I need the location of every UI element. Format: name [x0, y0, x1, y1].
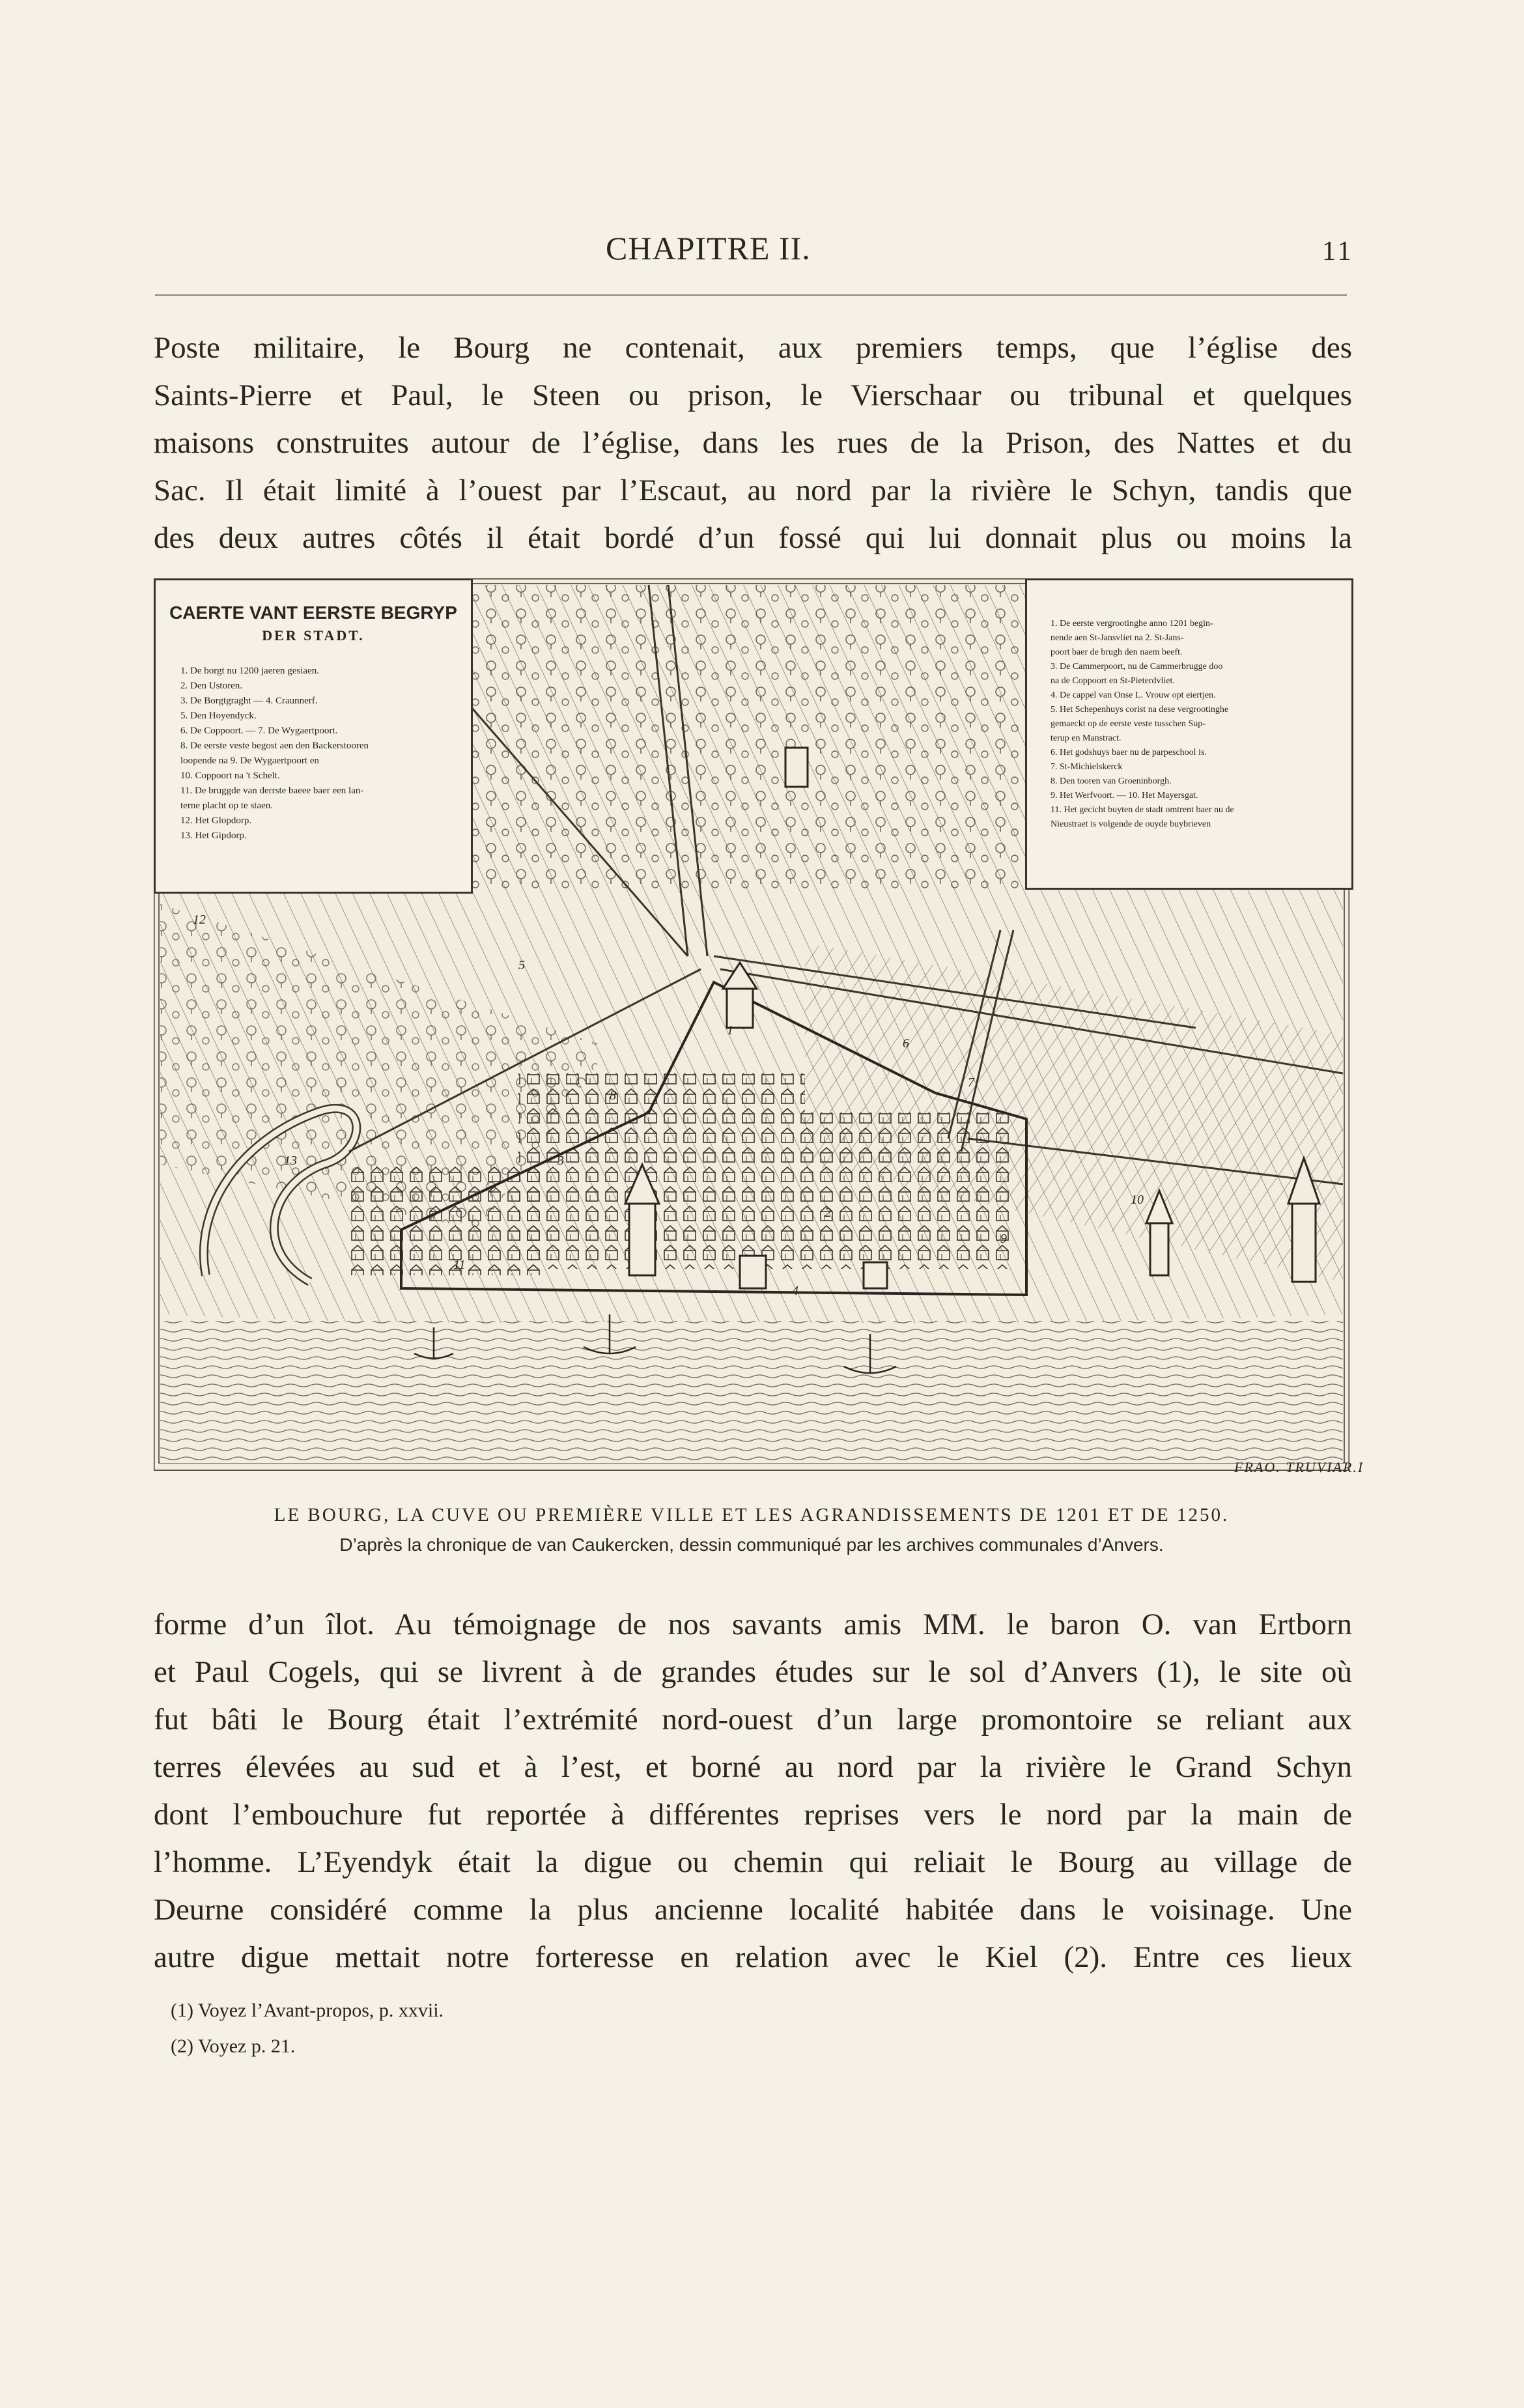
- footnote: (2) Voyez p. 21.: [171, 2035, 296, 2057]
- legend-item: nende aen St-Jansvliet na 2. St-Jans-: [1051, 633, 1184, 643]
- map-number: 6: [903, 1036, 909, 1051]
- legend-item: 5. Den Hoyendyck.: [180, 711, 257, 721]
- text-line: Sac. Il était limité à l’ouest par l’Escaut, au nord par la rivière le Schyn, tandis que: [154, 474, 1352, 507]
- legend-item: 12. Het Glopdorp.: [180, 815, 252, 826]
- legend-item: Nieustraet is volgende de ouyde buybrieven: [1051, 819, 1211, 829]
- legend-item: terne placht op te staen.: [180, 800, 274, 811]
- text-line: terres élevées au sud et à l’est, et borné au nord par la rivière le Grand Schyn: [154, 1750, 1352, 1784]
- legend-item: 9. Het Werfvoort. — 10. Het Mayersgat.: [1051, 791, 1198, 800]
- map-number: 8: [610, 1088, 616, 1103]
- text-line: Saints-Pierre et Paul, le Steen ou prison, le Vierschaar ou tribunal et quelques: [154, 378, 1352, 412]
- footnote: (1) Voyez l’Avant-propos, p. xxvii.: [171, 2000, 444, 2021]
- map-number: 10: [1131, 1193, 1144, 1207]
- text-line: Poste militaire, le Bourg ne contenait, aux premiers temps, que l’église des: [154, 331, 1352, 365]
- legend-item: loopende na 9. De Wygaertpoort en: [180, 756, 319, 766]
- legend-item: 8. De eerste veste begost aen den Backerstooren: [180, 741, 369, 751]
- text-line: des deux autres côtés il était bordé d’un fossé qui lui donnait plus ou moins la: [154, 521, 1352, 555]
- text-line: l’homme. L’Eyendyk était la digue ou chemin qui reliait le Bourg au village de: [154, 1845, 1352, 1879]
- legend-item: 3. De Cammerpoort, nu de Cammerbrugge doo: [1051, 662, 1223, 672]
- legend-item: 7. St-Michielskerck: [1051, 762, 1123, 772]
- page-number: 11: [1322, 236, 1354, 266]
- map-number: 1: [727, 1023, 733, 1038]
- legend-item: poort baer de brugh den naem beeft.: [1051, 647, 1183, 657]
- legend-item: 13. Het Gipdorp.: [180, 830, 247, 841]
- map-number: 7: [968, 1075, 974, 1090]
- legend-item: 6. De Coppoort. — 7. De Wygaertpoort.: [180, 726, 338, 736]
- text-line: forme d’un îlot. Au témoignage de nos savants amis MM. le baron O. van Ertborn: [154, 1608, 1352, 1641]
- map-legend-right: [1025, 578, 1353, 890]
- legend-item: 1. De borgt nu 1200 jaeren gesiaen.: [180, 666, 319, 676]
- legend-item: 6. Het godshuys baer nu de parpeschool is.: [1051, 748, 1207, 758]
- paragraph-top: [154, 324, 1352, 562]
- map-number: 9: [1000, 1232, 1007, 1246]
- map-number: 2: [825, 1206, 831, 1220]
- paragraph-bottom: [154, 1601, 1352, 1981]
- map-number: 3: [557, 1154, 564, 1168]
- engraver-signature: FRAO. TRUVIAR.I: [1234, 1459, 1364, 1475]
- text-line: Deurne considéré comme la plus ancienne localité habitée dans le voisinage. Une: [154, 1893, 1352, 1927]
- legend-subtitle: DER STADT.: [262, 627, 365, 644]
- figure-source: D’après la chronique de van Caukercken, dessin communiqué par les archives communales d’Anvers.: [339, 1535, 1164, 1555]
- legend-item: 5. Het Schepenhuys corist na dese vergrootinghe: [1051, 705, 1229, 715]
- legend-item: na de Coppoort en St-Pieterdvliet.: [1051, 676, 1175, 686]
- legend-item: 4. De cappel van Onse L. Vrouw opt eiertjen.: [1051, 690, 1216, 700]
- text-line: et Paul Cogels, qui se livrent à de grandes études sur le sol d’Anvers (1), le site où: [154, 1655, 1352, 1689]
- text-line: autre digue mettait notre forteresse en relation avec le Kiel (2). Entre ces lieux: [154, 1940, 1352, 1974]
- header-rule: [155, 294, 1347, 296]
- map-number: 13: [284, 1154, 297, 1168]
- map-number: 4: [792, 1284, 798, 1298]
- map-number: 5: [518, 958, 525, 972]
- legend-item: 10. Coppoort na 't Schelt.: [180, 771, 280, 781]
- text-line: fut bâti le Bourg était l’extrémité nord-ouest d’un large promontoire se reliant aux: [154, 1703, 1352, 1736]
- figure-caption: LE BOURG, LA CUVE OU PREMIÈRE VILLE ET LES AGRANDISSEMENTS DE 1201 ET DE 1250.: [274, 1505, 1230, 1525]
- legend-title: CAERTE VANT EERSTE BEGRYP: [169, 602, 457, 623]
- running-header-title: CHAPITRE II.: [606, 230, 811, 266]
- text-line: maisons construites autour de l’église, dans les rues de la Prison, des Nattes et du: [154, 426, 1352, 460]
- legend-item: gemaeckt op de eerste veste tusschen Sup-: [1051, 719, 1206, 729]
- legend-item: 8. Den tooren van Groeninborgh.: [1051, 776, 1172, 786]
- map-number: 11: [453, 1258, 466, 1272]
- legend-item: 11. De bruggde van derrste baeee baer een lan-: [180, 786, 364, 796]
- legend-item: 3. De Borgtgraght — 4. Craunnerf.: [180, 696, 318, 706]
- map-number: 12: [193, 913, 206, 927]
- legend-item: 1. De eerste vergrootinghe anno 1201 begin-: [1051, 619, 1213, 629]
- legend-item: 11. Het gecicht buyten de stadt omtrent baer nu de: [1051, 805, 1234, 815]
- legend-item: terup en Manstract.: [1051, 733, 1122, 743]
- map-legend-left: [154, 578, 473, 894]
- legend-item: 2. Den Ustoren.: [180, 681, 242, 691]
- text-line: dont l’embouchure fut reportée à différentes reprises vers le nord par la main de: [154, 1798, 1352, 1832]
